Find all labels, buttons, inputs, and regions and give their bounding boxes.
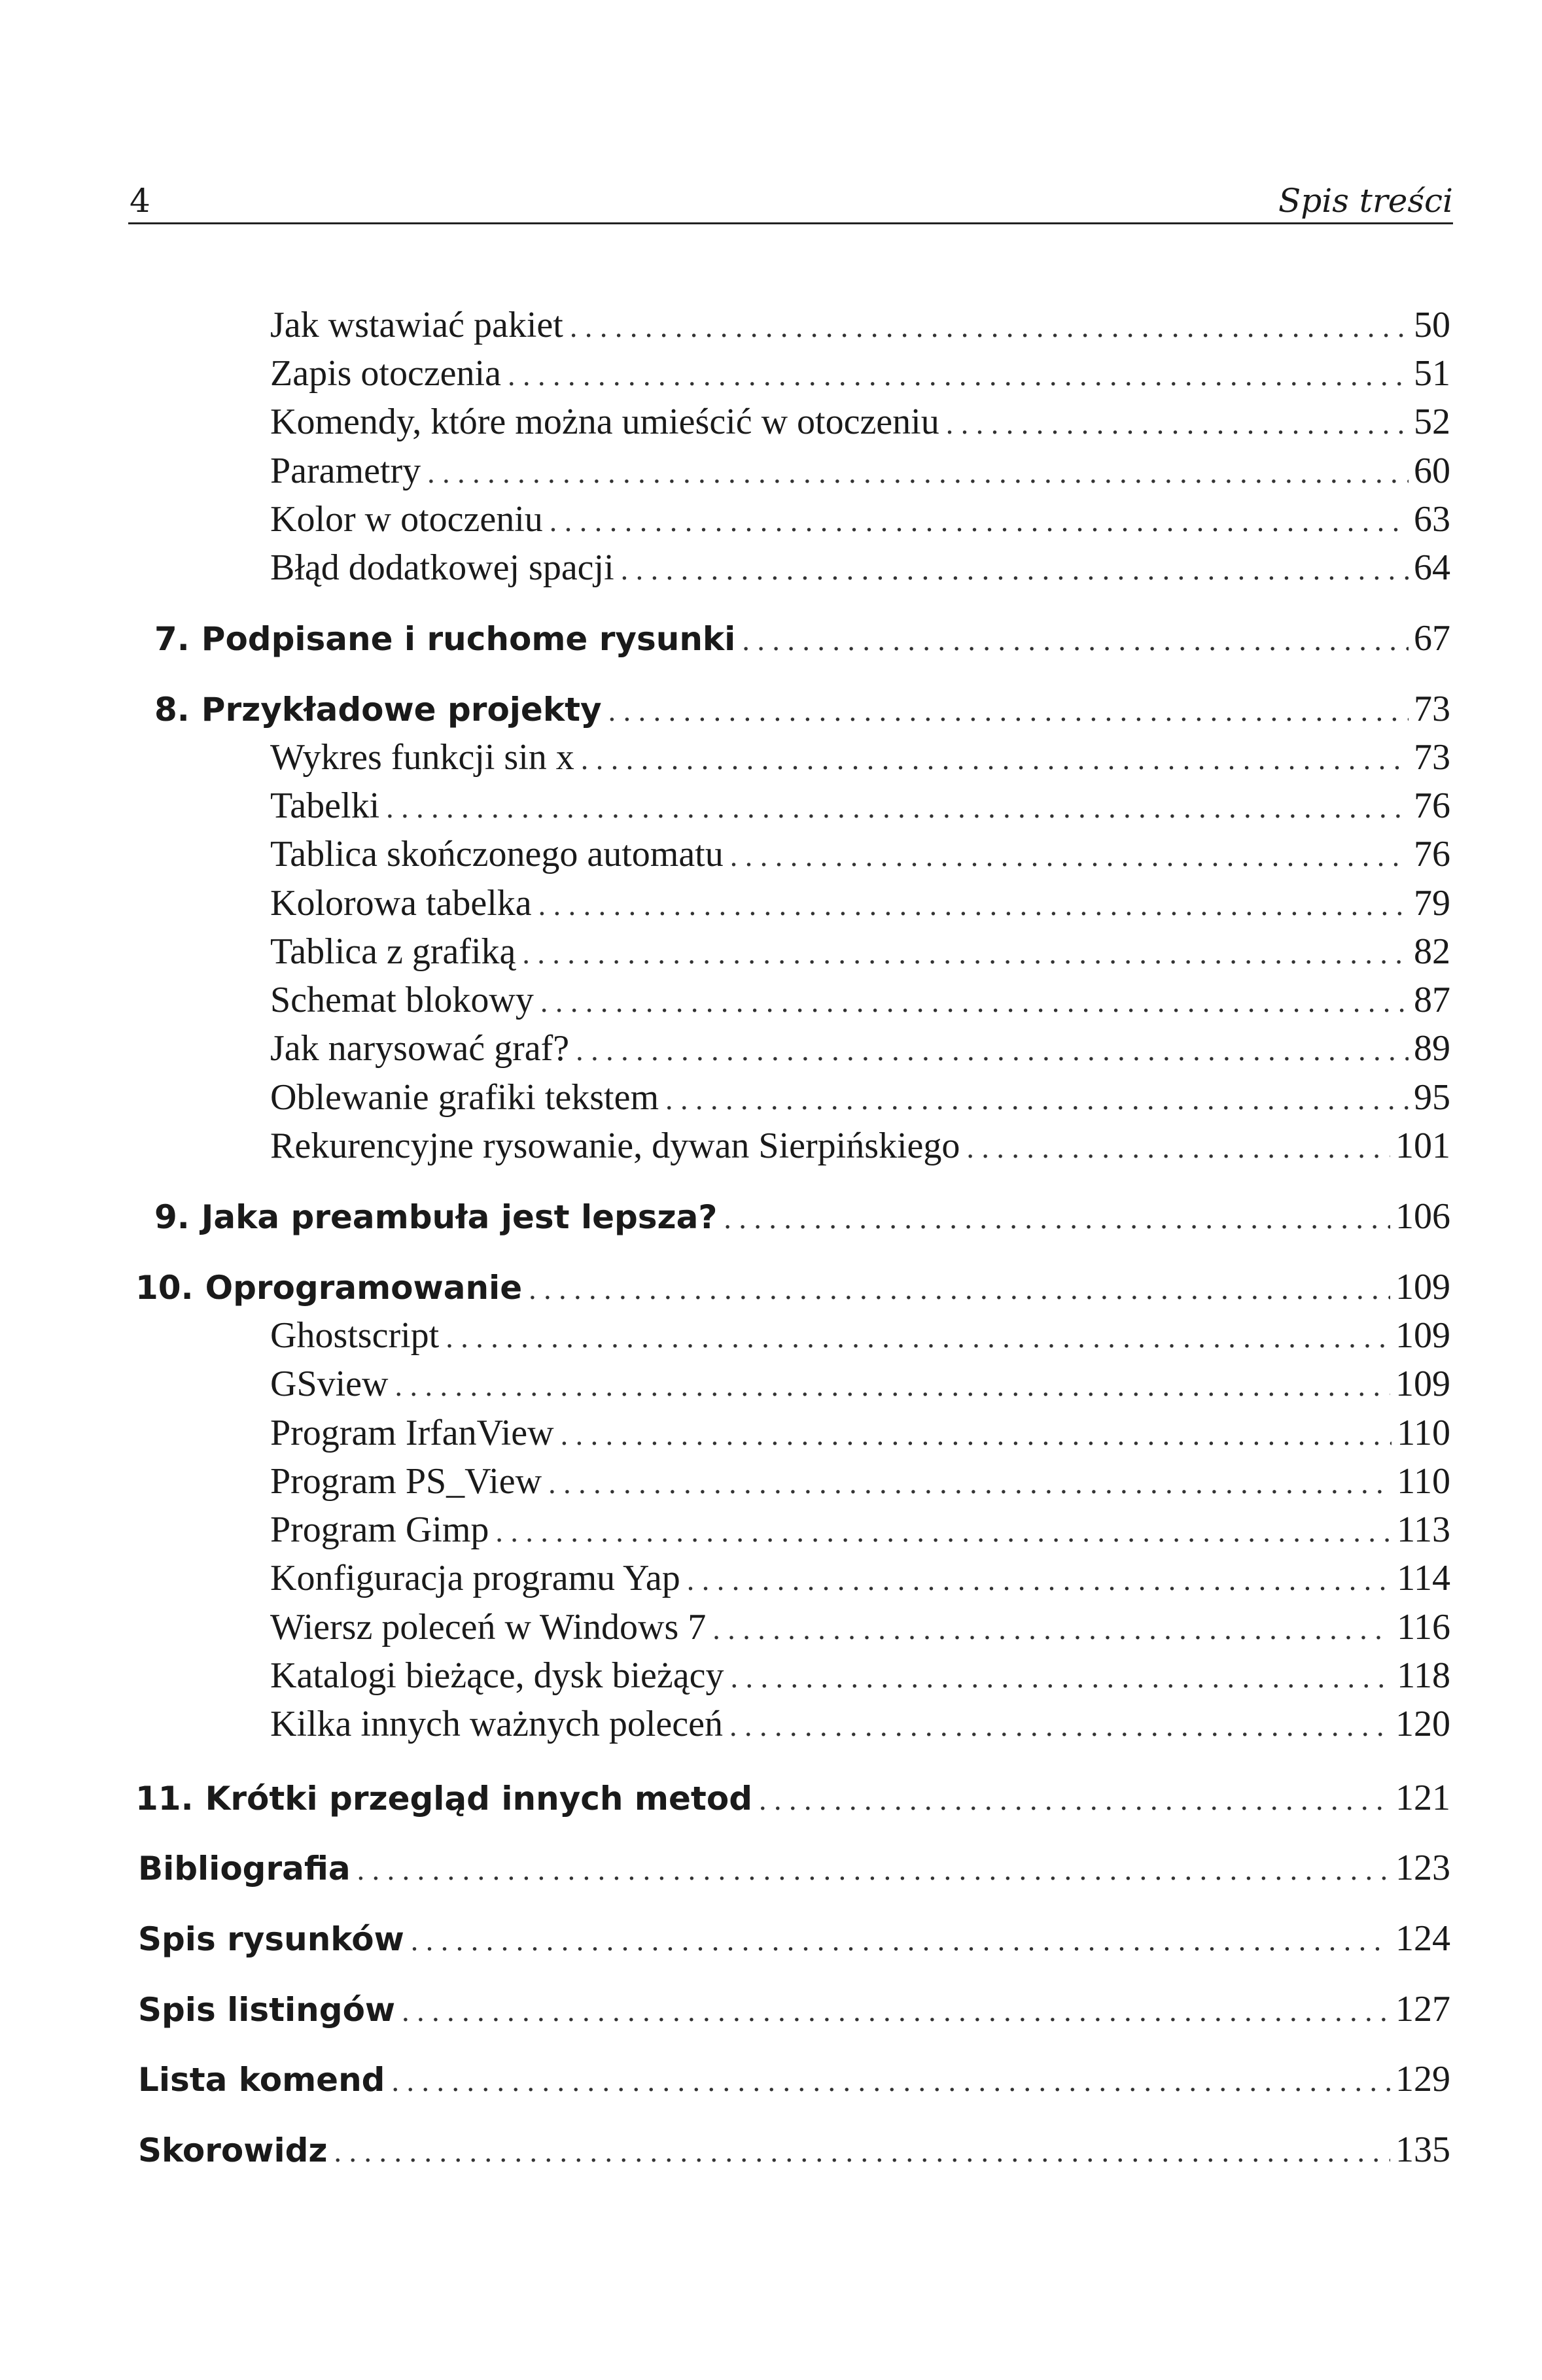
toc-entry-title: Błąd dodatkowej spacji: [270, 547, 614, 588]
toc-chapter-title: Przykładowe projekty: [201, 691, 602, 729]
toc-entry-page: 76: [1414, 785, 1450, 826]
toc-entry-title: Tabelki: [270, 785, 380, 826]
toc-chapter-title: Lista komend: [138, 2061, 385, 2099]
dot-leader: [522, 931, 1409, 976]
toc-entry-page: 113: [1397, 1509, 1450, 1550]
toc-chapter-title: Jaka preambuła jest lepsza?: [201, 1198, 718, 1236]
toc-entry-page: 123: [1395, 1848, 1450, 1888]
toc-entry-page: 67: [1414, 618, 1450, 659]
toc-entry[interactable]: [270, 1702, 1450, 1746]
toc-chapter[interactable]: [138, 1846, 1450, 1890]
dot-leader: [665, 1077, 1409, 1122]
toc-chapter-title: Spis rysunków: [138, 1920, 404, 1958]
toc-entry-title: Katalogi bieżące, dysk bieżący: [270, 1655, 724, 1696]
toc-entry-title: Oblewanie grafiki tekstem: [270, 1077, 659, 1118]
dot-leader: [394, 1364, 1390, 1408]
toc-entry[interactable]: [270, 1459, 1450, 1504]
toc-entry[interactable]: [270, 449, 1450, 493]
toc-entry-title: Program Gimp: [270, 1509, 489, 1550]
toc-entry-title: Jak wstawiać pakiet: [270, 305, 563, 345]
toc-chapter[interactable]: [138, 1987, 1450, 2031]
dot-leader: [402, 1989, 1390, 2033]
toc-entry-page: 116: [1397, 1607, 1450, 1647]
toc-entry-title: GSview: [270, 1364, 389, 1404]
dot-leader: [495, 1509, 1392, 1554]
chapter-number: 9.: [154, 1198, 190, 1236]
toc-entry-page: 135: [1395, 2130, 1450, 2170]
toc-entry[interactable]: [270, 545, 1450, 590]
toc-entry[interactable]: [270, 832, 1450, 876]
toc-entry-title: Wiersz poleceń w Windows 7: [270, 1607, 707, 1647]
toc-entry-page: 106: [1395, 1196, 1450, 1237]
toc-entry-page: 52: [1414, 402, 1450, 442]
dot-leader: [581, 737, 1409, 782]
toc-entry-page: 76: [1414, 834, 1450, 874]
dot-leader: [712, 1607, 1392, 1651]
running-title: Spis treści: [1278, 182, 1453, 220]
chapter-number: 11.: [135, 1780, 194, 1818]
dot-leader: [508, 353, 1409, 398]
toc-entry-page: 110: [1397, 1461, 1450, 1502]
toc-chapter[interactable]: [154, 616, 1450, 661]
toc-entry-page: 124: [1395, 1918, 1450, 1959]
toc-entry-page: 101: [1395, 1126, 1450, 1166]
toc-entry[interactable]: [270, 929, 1450, 974]
toc-chapter-title: Spis listingów: [138, 1991, 396, 2029]
toc-chapter[interactable]: [138, 2057, 1450, 2101]
toc-entry-page: 109: [1395, 1315, 1450, 1356]
toc-chapter[interactable]: [135, 1776, 1450, 1820]
dot-leader: [427, 451, 1409, 495]
toc-chapter[interactable]: [138, 1916, 1450, 1961]
dot-leader: [742, 618, 1409, 663]
toc-entry[interactable]: [270, 1313, 1450, 1358]
toc-entry[interactable]: [270, 1605, 1450, 1649]
dot-leader: [730, 834, 1409, 878]
dot-leader: [729, 1704, 1390, 1748]
page-number: 4: [130, 182, 150, 220]
toc-entry-page: 95: [1414, 1077, 1450, 1118]
toc-chapter-title: Bibliografia: [138, 1850, 351, 1888]
toc-entry-title: Tablica skończonego automatu: [270, 834, 724, 874]
toc-entry-page: 51: [1414, 353, 1450, 394]
dot-leader: [561, 1413, 1392, 1457]
toc-entry-page: 73: [1414, 737, 1450, 778]
toc-chapter-title: Oprogramowanie: [205, 1269, 523, 1307]
toc-entry-page: 118: [1397, 1655, 1450, 1696]
dot-leader: [411, 1918, 1390, 1963]
chapter-number: 10.: [135, 1269, 194, 1307]
toc-entry[interactable]: [270, 1411, 1450, 1455]
chapter-number: 7.: [154, 620, 190, 658]
toc-entry-page: 87: [1414, 980, 1450, 1020]
toc-entry[interactable]: [270, 303, 1450, 347]
dot-leader: [529, 1267, 1390, 1311]
toc-entry-page: 129: [1395, 2059, 1450, 2099]
dot-leader: [759, 1778, 1390, 1822]
toc-chapter-title: Krótki przegląd innych metod: [205, 1780, 752, 1818]
toc-entry-page: 50: [1414, 305, 1450, 345]
toc-entry[interactable]: [270, 1508, 1450, 1552]
toc-entry-title: Program IrfanView: [270, 1413, 554, 1453]
toc-chapter-title: Skorowidz: [138, 2131, 328, 2169]
toc-entry[interactable]: [270, 1362, 1450, 1406]
toc-entry-title: Schemat blokowy: [270, 980, 534, 1020]
dot-leader: [946, 402, 1409, 446]
toc-entry-title: Wykres funkcji sin x: [270, 737, 574, 778]
toc-entry-title: Program PS_View: [270, 1461, 542, 1502]
toc-entry[interactable]: [270, 735, 1450, 780]
toc-entry[interactable]: [270, 881, 1450, 925]
toc-entry-title: Jak narysować graf?: [270, 1028, 570, 1069]
toc-entry-page: 127: [1395, 1989, 1450, 2029]
dot-leader: [576, 1028, 1409, 1073]
dot-leader: [386, 785, 1409, 830]
toc-entry-page: 109: [1395, 1364, 1450, 1404]
dot-leader: [608, 689, 1409, 733]
toc-entry[interactable]: [270, 784, 1450, 828]
toc-entry-title: Kolorowa tabelka: [270, 883, 532, 923]
toc-chapter[interactable]: [138, 2128, 1450, 2172]
chapter-number: 8.: [154, 691, 190, 729]
toc-entry-page: 82: [1414, 931, 1450, 972]
dot-leader: [570, 305, 1409, 349]
toc-entry-title: Kilka innych ważnych poleceń: [270, 1704, 723, 1744]
toc-entry[interactable]: [270, 1556, 1450, 1600]
toc-chapter[interactable]: [154, 1194, 1450, 1239]
toc-entry-page: 114: [1397, 1558, 1450, 1598]
toc-entry-title: Konfiguracja programu Yap: [270, 1558, 680, 1598]
toc-entry-page: 89: [1414, 1028, 1450, 1069]
toc-chapter-title: Podpisane i ruchome rysunki: [201, 620, 736, 658]
dot-leader: [538, 883, 1409, 927]
dot-leader: [391, 2059, 1390, 2103]
toc-entry-title: Rekurencyjne rysowanie, dywan Sierpińskiego: [270, 1126, 960, 1166]
toc-entry-page: 63: [1414, 499, 1450, 540]
dot-leader: [540, 980, 1409, 1024]
dot-leader: [550, 499, 1409, 543]
toc-entry[interactable]: [270, 400, 1450, 444]
toc-entry-title: Kolor w otoczeniu: [270, 499, 543, 540]
toc-entry[interactable]: [270, 1075, 1450, 1120]
dot-leader: [966, 1126, 1390, 1170]
dot-leader: [357, 1848, 1390, 1892]
toc-entry-page: 121: [1395, 1778, 1450, 1818]
toc-entry-title: Tablica z grafiką: [270, 931, 516, 972]
toc-entry[interactable]: [270, 351, 1450, 396]
toc-entry-page: 79: [1414, 883, 1450, 923]
toc-entry[interactable]: [270, 1026, 1450, 1071]
toc-entry-page: 109: [1395, 1267, 1450, 1307]
dot-leader: [730, 1655, 1392, 1700]
toc-entry-page: 120: [1395, 1704, 1450, 1744]
toc-chapter[interactable]: [135, 1265, 1450, 1309]
toc-entry-page: 64: [1414, 547, 1450, 588]
dot-leader: [687, 1558, 1392, 1602]
dot-leader: [334, 2130, 1390, 2174]
toc-entry[interactable]: [270, 1653, 1450, 1698]
toc-entry[interactable]: [270, 1124, 1450, 1168]
toc-chapter[interactable]: [154, 687, 1450, 731]
toc-entry-page: 73: [1414, 689, 1450, 729]
toc-entry[interactable]: [270, 978, 1450, 1022]
dot-leader: [621, 547, 1409, 592]
toc-entry-title: Parametry: [270, 451, 421, 491]
toc-entry[interactable]: [270, 497, 1450, 542]
dot-leader: [548, 1461, 1392, 1506]
toc-entry-title: Zapis otoczenia: [270, 353, 501, 394]
dot-leader: [724, 1196, 1390, 1241]
toc-entry-page: 110: [1397, 1413, 1450, 1453]
toc-entry-title: Ghostscript: [270, 1315, 440, 1356]
toc-entry-page: 60: [1414, 451, 1450, 491]
dot-leader: [446, 1315, 1390, 1360]
toc-entry-title: Komendy, które można umieścić w otoczeniu: [270, 402, 939, 442]
